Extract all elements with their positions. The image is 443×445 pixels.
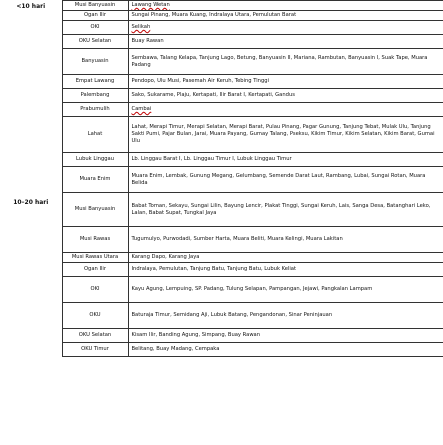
region-cell: Muara Enim xyxy=(62,167,128,193)
table-row xyxy=(0,263,443,277)
table-row xyxy=(0,343,443,357)
region-cell: OKU Selatan xyxy=(62,35,128,49)
areas-cell xyxy=(128,1,443,11)
table-row xyxy=(0,153,443,167)
table-row xyxy=(0,227,443,253)
areas-cell xyxy=(128,21,443,35)
table-row xyxy=(0,277,443,303)
region-cell: Lahat xyxy=(62,117,128,153)
areas-cell: Sako, Sukarame, Plaju, Kertapati, Ilir Barat I, Kertapati, Gandus xyxy=(128,89,443,103)
table-row xyxy=(0,303,443,329)
region-cell: Prabumulih xyxy=(62,103,128,117)
areas-cell: Kayu Agung, Lempuing, SP. Padang, Tulung Selapan, Pampangan, Jejawi, Pangkalan Lampam xyxy=(128,277,443,303)
duration-cell xyxy=(0,1,62,49)
areas-cell: Muara Enim, Lembak, Gunung Megang, Gelumbang, Semende Darat Laut, Rambang, Lubai, Sungai Rotan, Muara Belida xyxy=(128,167,443,193)
region-cell: OKI xyxy=(62,21,128,35)
areas-cell: Baturaja Timur, Semidang Aji, Lubuk Batang, Pengandonan, Sinar Peninjauan xyxy=(128,303,443,329)
table-row xyxy=(0,11,443,21)
areas-cell: Indralaya, Pemulutan, Tanjung Batu, Tanjung Batu, Lubuk Keliat xyxy=(128,263,443,277)
region-cell: Musi Rawas Utara xyxy=(62,253,128,263)
table-row xyxy=(0,1,443,11)
region-cell: OKI xyxy=(62,277,128,303)
duration-label: <10 hari xyxy=(16,2,46,10)
areas-cell: Tugumulyo, Purwodadi, Sumber Harta, Muara Beliti, Muara Kelingi, Muara Lakitan xyxy=(128,227,443,253)
areas-text: Lawang Wetan xyxy=(131,2,170,8)
region-cell: Ogan Ilir xyxy=(62,11,128,21)
areas-cell: Pendopo, Ulu Musi, Pasemah Air Keruh, Tebing Tinggi xyxy=(128,75,443,89)
duration-label: 10–20 hari xyxy=(13,199,49,206)
region-cell: OKU Timur xyxy=(62,343,128,357)
region-cell: Banyuasin xyxy=(62,49,128,75)
region-cell: Palembang xyxy=(62,89,128,103)
areas-cell xyxy=(128,103,443,117)
region-cell: Ogan Ilir xyxy=(62,263,128,277)
table-row xyxy=(0,89,443,103)
region-cell: Musi Banyuasin xyxy=(62,1,128,11)
table-row xyxy=(0,103,443,117)
areas-cell: Lb. Linggau Barat I, Lb. Linggau Timur I, Lubuk Linggau Timur xyxy=(128,153,443,167)
region-cell: Lubuk Linggau xyxy=(62,153,128,167)
areas-text: Cambai xyxy=(131,106,152,112)
table-row xyxy=(0,193,443,227)
areas-cell: Babat Toman, Sekayu, Sungai Lilin, Bayung Lencir, Plakat Tinggi, Sungai Keruh, Lais, Sanga Desa, Batanghari Leko, Lalan, Babat Supat, Tungkal Jaya xyxy=(128,193,443,227)
table-row xyxy=(0,35,443,49)
region-cell: OKU Selatan xyxy=(62,329,128,343)
region-cell: OKU xyxy=(62,303,128,329)
table-row xyxy=(0,21,443,35)
duration-cell xyxy=(0,49,62,357)
region-cell: Empat Lawang xyxy=(62,75,128,89)
areas-cell: Belitang, Buay Madang, Cempaka xyxy=(128,343,443,357)
table-row xyxy=(0,75,443,89)
table-row xyxy=(0,253,443,263)
areas-cell: Buay Rawan xyxy=(128,35,443,49)
areas-cell: Sembawa, Talang Kelapa, Tanjung Lago, Betung, Banyuasin II, Mariana, Rambutan, Banyuasin I, Suak Tape, Muara Padang xyxy=(128,49,443,75)
table-row xyxy=(0,49,443,75)
areas-cell: Lahat, Merapi Timur, Merapi Selatan, Merapi Barat, Pulau Pinang, Pagar Gunung, Tanjung Tebat, Mulak Ulu, Tanjung Sakti Pumi, Pajar Bulan, Jarai, Muara Payang, Gumay Talang, Pseksu, Kikim Timur, Kikim Selatan, Kikim Barat, Gumai Ulu xyxy=(128,117,443,153)
areas-cell: Karang Dapo, Karang Jaya xyxy=(128,253,443,263)
areas-text: Selikah xyxy=(131,24,151,30)
table-row xyxy=(0,329,443,343)
areas-cell: Sungai Pinang, Muara Kuang, Indralaya Utara, Pemulutan Barat xyxy=(128,11,443,21)
areas-cell: Kisam Ilir, Banding Agung, Simpang, Buay Rawan xyxy=(128,329,443,343)
region-cell: Musi Rawas xyxy=(62,227,128,253)
table-row xyxy=(0,167,443,193)
region-cell: Musi Banyuasin xyxy=(62,193,128,227)
table-row xyxy=(0,117,443,153)
